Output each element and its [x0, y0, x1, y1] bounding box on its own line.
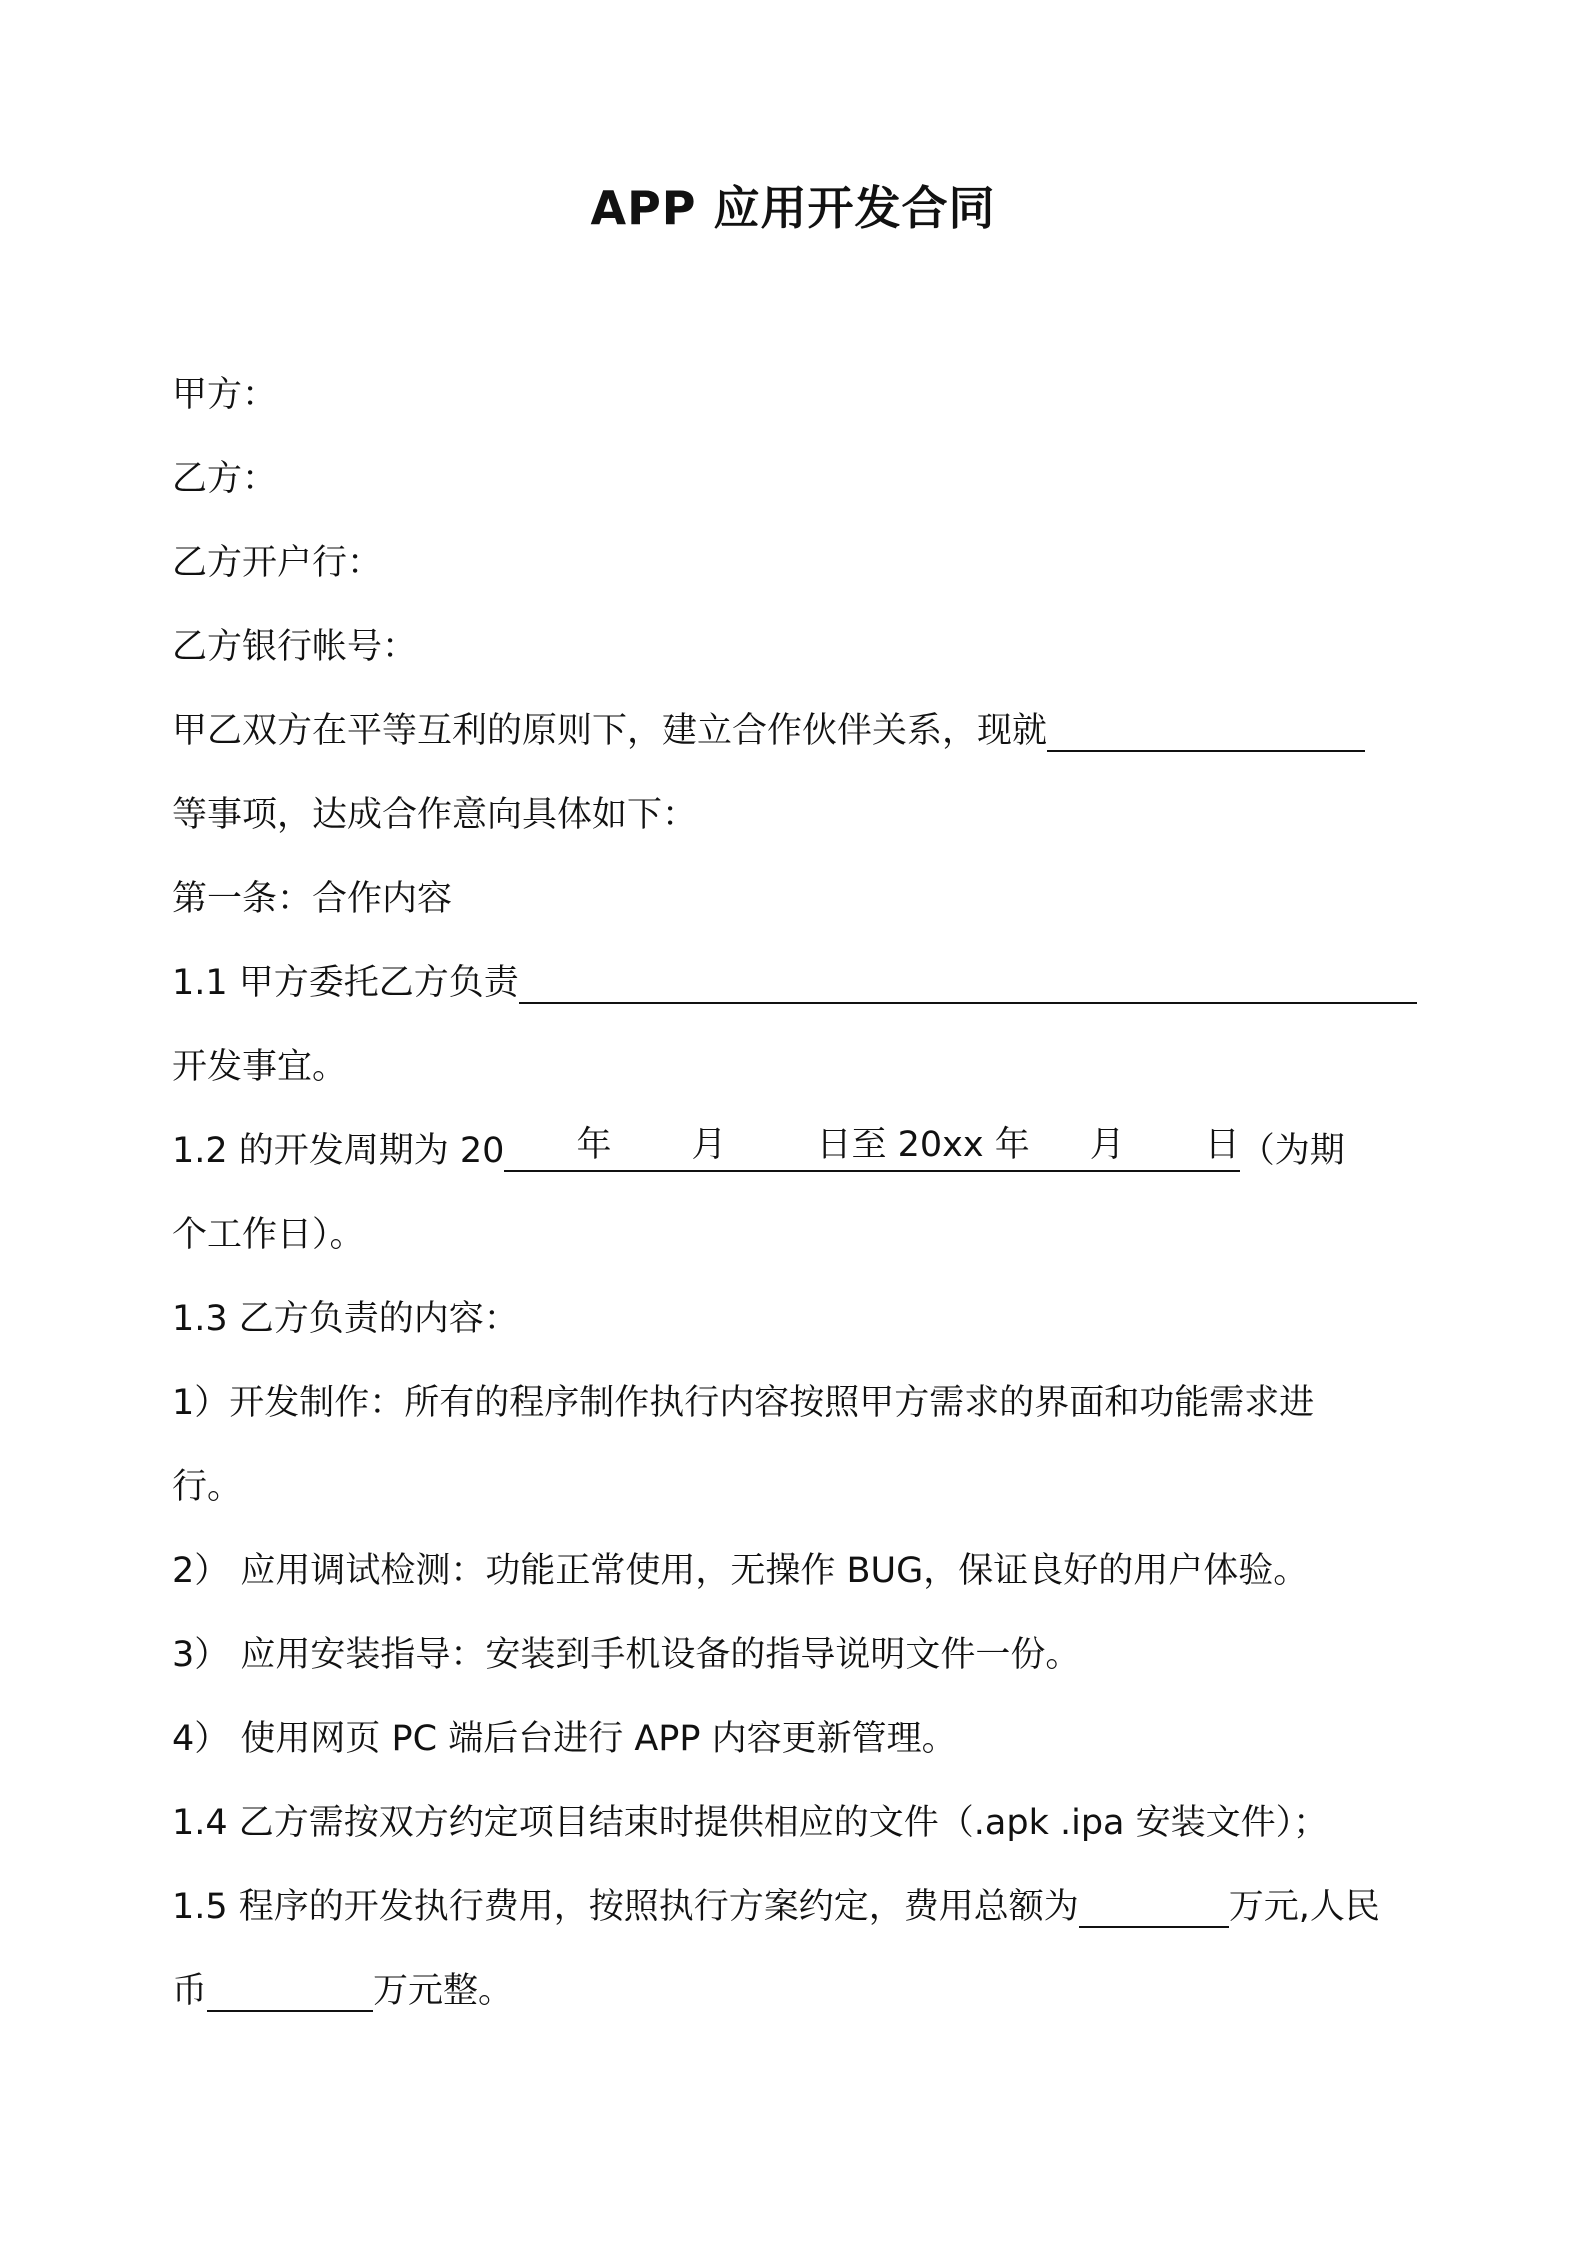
- clause-1-4: 1.4 乙方需按双方约定项目结束时提供相应的文件（.apk .ipa 安装文件）；: [172, 1803, 1329, 1843]
- intro-line-1: 甲乙双方在平等互利的原则下，建立合作伙伴关系，现就: [172, 706, 1365, 756]
- date-range-field[interactable]: 年 月 日至 20xx 年 月 日: [504, 1126, 1239, 1172]
- bank-label: 乙方开户行：: [172, 543, 383, 583]
- party-a-label: 甲方：: [172, 375, 278, 415]
- clause-1-5-line-2: 币 万元整。: [172, 1971, 514, 2011]
- article-1-heading: 第一条：合作内容: [172, 879, 453, 919]
- clause-1-5-line-1: 1.5 程序的开发执行费用，按照执行方案约定，费用总额为 万元,人民: [172, 1887, 1380, 1927]
- clause-1-1-line-1: 1.1 甲方委托乙方负责: [172, 958, 1417, 1008]
- clause-1-1-line-2: 开发事宜。: [172, 1047, 348, 1087]
- blank-field-project[interactable]: [519, 962, 1417, 1004]
- blank-field-amount-2[interactable]: [207, 1970, 373, 2012]
- item-1-line-1: 1）开发制作：所有的程序制作执行内容按照甲方需求的界面和功能需求进: [172, 1383, 1315, 1423]
- clause-1-2-line-2: 个工作日）。: [172, 1215, 365, 1255]
- item-2: 2） 应用调试检测：功能正常使用，无操作 BUG，保证良好的用户体验。: [172, 1551, 1309, 1591]
- account-label: 乙方银行帐号：: [172, 627, 418, 667]
- blank-field-amount-1[interactable]: [1079, 1886, 1229, 1928]
- item-4: 4） 使用网页 PC 端后台进行 APP 内容更新管理。: [172, 1719, 957, 1759]
- item-1-line-2: 行。: [172, 1467, 243, 1507]
- clause-1-3-heading: 1.3 乙方负责的内容：: [172, 1299, 519, 1339]
- party-b-label: 乙方：: [172, 459, 278, 499]
- item-3: 3） 应用安装指导：安装到手机设备的指导说明文件一份。: [172, 1635, 1081, 1675]
- blank-field-topic[interactable]: [1047, 710, 1365, 752]
- clause-1-2-line-1: 1.2 的开发周期为 20 年 月 日至 20xx 年 月 日 （为期: [172, 1125, 1345, 1171]
- document-title: APP 应用开发合同: [590, 181, 996, 235]
- intro-line-2: 等事项，达成合作意向具体如下：: [172, 795, 698, 835]
